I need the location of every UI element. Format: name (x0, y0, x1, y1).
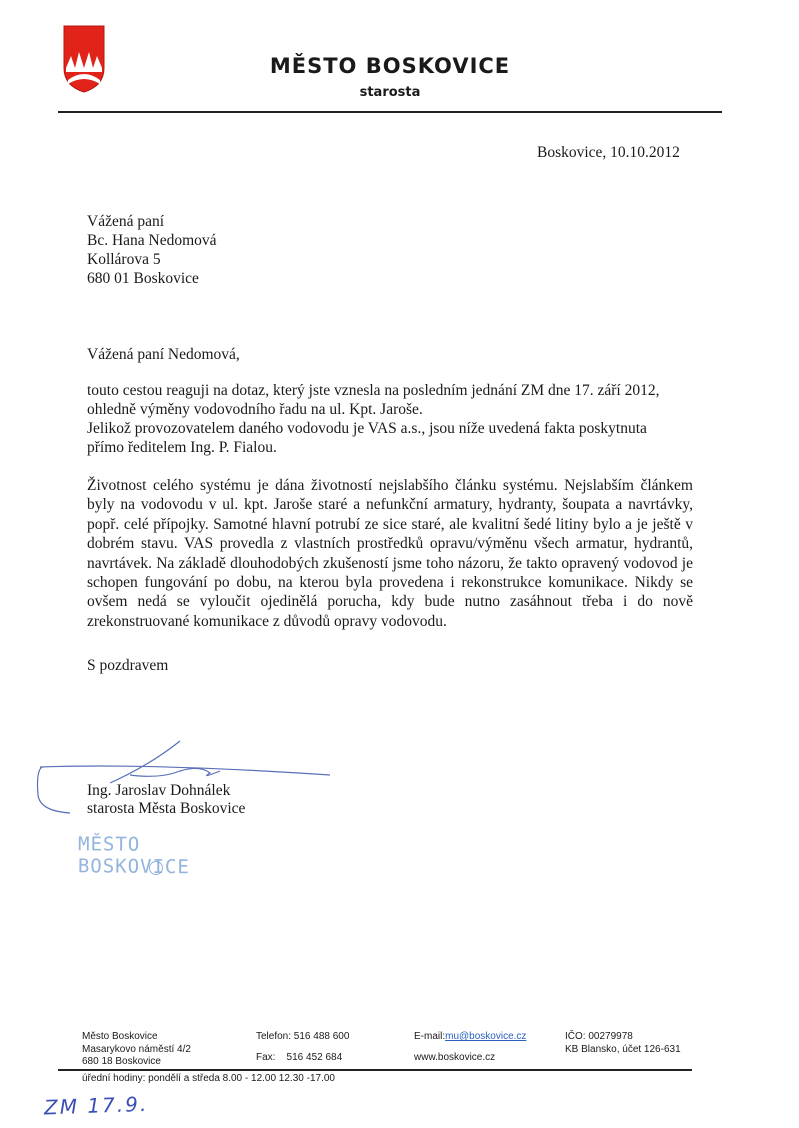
footer-bank: KB Blansko, účet 126-631 (565, 1043, 681, 1055)
paragraph-line: Jelikož provozovatelem daného vodovodu je VAS a.s., jsou níže uvedená fakta poskytnuta (87, 420, 647, 437)
paragraph-intro (87, 381, 693, 457)
recipient-line: Kollárova 5 (87, 251, 161, 268)
closing: S pozdravem (87, 657, 169, 674)
footer-email-link[interactable]: mu@boskovice.cz (445, 1031, 527, 1042)
footer-contact (414, 1031, 554, 1064)
footer-address (82, 1031, 252, 1069)
footer-ico: IČO: 00279978 (565, 1031, 633, 1042)
footer-phone-fax (256, 1031, 406, 1064)
town-coat-of-arms-icon (62, 24, 106, 94)
recipient-line: Bc. Hana Nedomová (87, 232, 217, 249)
office-title: starosta (359, 85, 421, 100)
recipient-line: Vážená paní (87, 213, 165, 230)
stamp-circle-icon (149, 861, 163, 875)
signatory-name: Ing. Jaroslav Dohnálek (87, 782, 231, 799)
paragraph-line: ohledně výměny vodovodního řadu na ul. Kpt. Jaroše. (87, 401, 423, 418)
office-hours: úřední hodiny: pondělí a středa 8.00 - 12.00 12.30 -17.00 (82, 1073, 335, 1084)
footer-divider (58, 1069, 692, 1071)
recipient-line: 680 01 Boskovice (87, 270, 199, 287)
header-divider (58, 111, 722, 113)
footer-address-line: Město Boskovice (82, 1031, 158, 1042)
paragraph-line: přímo ředitelem Ing. P. Fialou. (87, 439, 277, 456)
handwritten-note: ZM 17.9. (43, 1091, 149, 1120)
footer-address-line: 680 18 Boskovice (82, 1056, 161, 1067)
footer-email-label: E-mail: (414, 1031, 446, 1042)
footer-company-ids (565, 1031, 725, 1056)
footer-phone: Telefon: 516 488 600 (256, 1031, 350, 1042)
footer-address-line: Masarykovo náměstí 4/2 (82, 1043, 191, 1055)
footer-fax: Fax: 516 452 684 (256, 1051, 343, 1063)
paragraph-body: Životnost celého systému je dána životností nejslabšího článku systému. Nejslabším článkem byly na vodovodu v ul. kpt. Jaroše staré a nefunkční armatury, hydranty, šoupata a navrtávky, popř. celé přípojky. Samotné hlavní potrubí ze sice staré, ale kvalitní šedé litiny bylo a je ještě v dobrém stavu. VAS provedla z vlastních prostředků opravu/výměnu všech armatur, hydrantů, navrtávek. Na základě dlouhodobých zkušeností jsme toho názoru, že takto opravený vodovod je schopen fungování po dobu, na kterou byla provedena i rekonstrukce komunikace. Nikdy se ovšem nedá se vyloučit ojedinělá porucha, kdy bude nutno zasáhnout třeba i do nově zrekonstruované komunikace z důvodů opravy vodovodu. (87, 477, 693, 630)
letter-date: Boskovice, 10.10.2012 (537, 144, 680, 161)
salutation: Vážená paní Nedomová, (87, 346, 240, 363)
paragraph-line: touto cestou reaguji na dotaz, který jste vznesla na posledním jednání ZM dne 17. září 2012, (87, 382, 660, 399)
recipient-address (87, 212, 387, 288)
footer-web-link[interactable]: www.boskovice.cz (414, 1051, 496, 1063)
signatory-title: starosta Města Boskovice (87, 800, 246, 817)
organization-name: MĚSTO BOSKOVICE (269, 54, 511, 78)
official-stamp: MĚSTO BOSKOVICE (77, 833, 190, 879)
